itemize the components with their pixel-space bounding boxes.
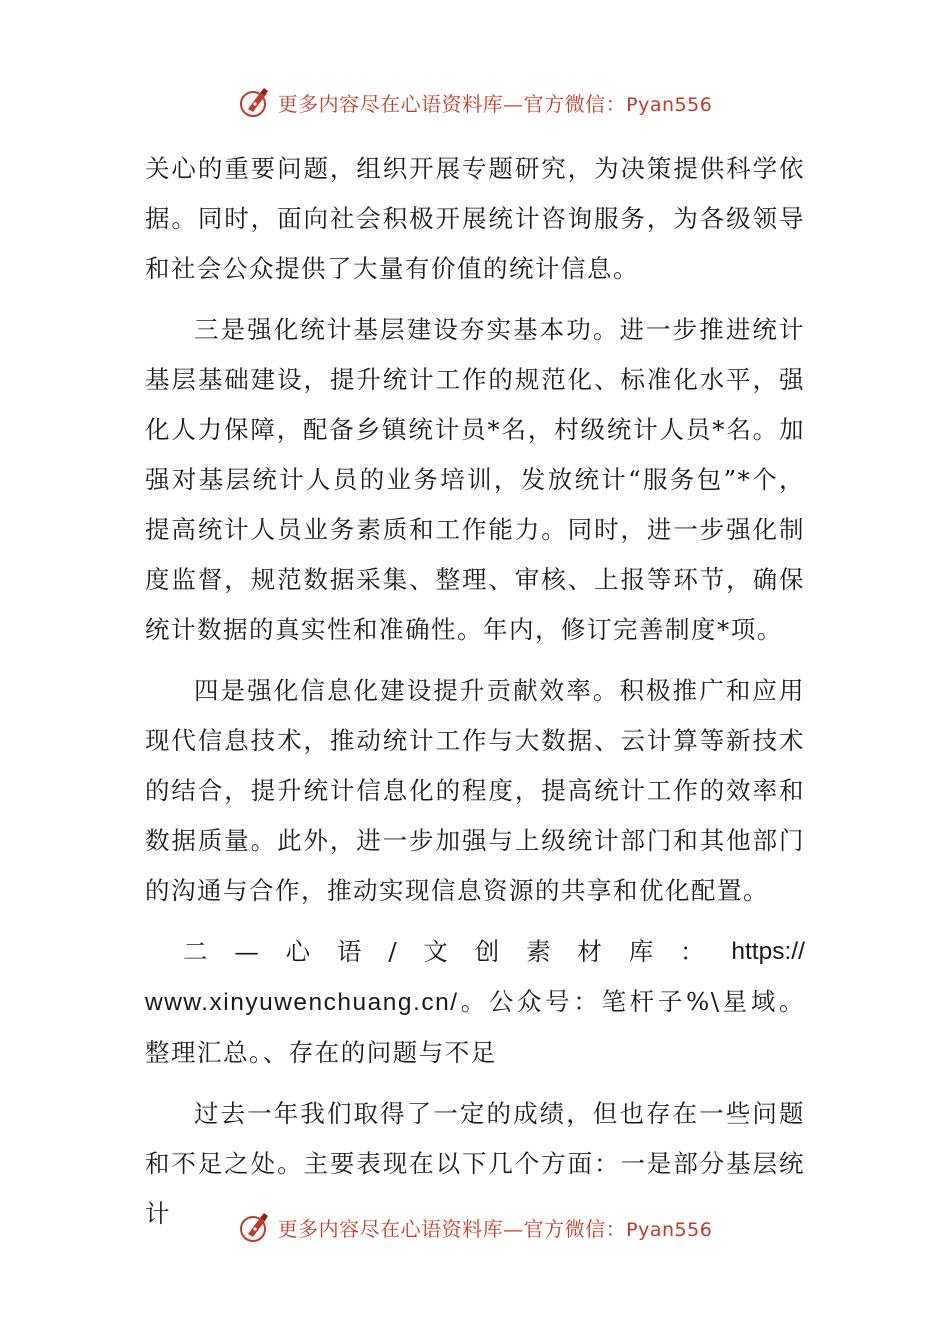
website-url: www.xinyuwenchuang.cn/ bbox=[145, 989, 459, 1016]
heading-continuation: www.xinyuwenchuang.cn/。公众号：笔杆子%\星域。整理汇总。、存在的问题与不足 bbox=[145, 987, 805, 1067]
heading-char: / bbox=[388, 937, 397, 966]
paragraph-2: 三是强化统计基层建设夯实基本功。进一步推进统计基层基础建设，提升统计工作的规范化、标准化水平，强化人力保障，配备乡镇统计员*名，村级统计人员*名。加强对基层统计人员的业务培训，发放统计“服务包”*个，提高统计人员业务素质和工作能力。同时，进一步强化制度监督，规范数据采集、整理、审核、上报等环节，确保统计数据的真实性和准确性。年内，修订完善制度*项。 bbox=[145, 315, 805, 644]
paragraph-3: 四是强化信息化建设提升贡献效率。积极推广和应用现代信息技术，推动统计工作与大数据、云计算等新技术的结合，提升统计信息化的程度，提高统计工作的效率和数据质量。此外，进一步加强与上级统计部门和其他部门的沟通与合作，推动实现信息资源的共享和优化配置。 bbox=[145, 676, 805, 905]
paragraph-1: 关心的重要问题，组织开展专题研究，为决策提供科学依据。同时，面向社会积极开展统计咨询服务，为各级领导和社会公众提供了大量有价值的统计信息。 bbox=[145, 154, 805, 283]
header-banner-text: 更多内容尽在心语资料库—官方微信：Pyan556 bbox=[277, 91, 713, 116]
footer-banner bbox=[0, 1207, 950, 1247]
document-body bbox=[145, 144, 805, 1239]
heading-char: 创 bbox=[474, 937, 500, 966]
heading-char: 素 bbox=[526, 937, 551, 966]
heading-char: — bbox=[234, 937, 259, 966]
heading-char: 文 bbox=[423, 937, 448, 966]
header-banner bbox=[0, 82, 950, 122]
heading-char: 语 bbox=[336, 937, 362, 966]
paragraph-4: 过去一年我们取得了一定的成绩，但也存在一些问题和不足之处。主要表现在以下几个方面：一是部分基层统计 bbox=[145, 1099, 805, 1228]
section-heading-line bbox=[145, 927, 805, 977]
heading-char: 二 bbox=[183, 937, 208, 966]
footer-banner-text: 更多内容尽在心语资料库—官方微信：Pyan556 bbox=[277, 1216, 713, 1241]
pen-nib-logo-icon bbox=[238, 1210, 272, 1244]
heading-url-start: https:// bbox=[731, 938, 805, 965]
pen-nib-logo-icon bbox=[238, 85, 272, 119]
heading-char: 库 bbox=[628, 937, 654, 966]
heading-char: 材 bbox=[577, 937, 602, 966]
heading-char: 心 bbox=[285, 937, 311, 966]
heading-char: ： bbox=[680, 937, 705, 966]
